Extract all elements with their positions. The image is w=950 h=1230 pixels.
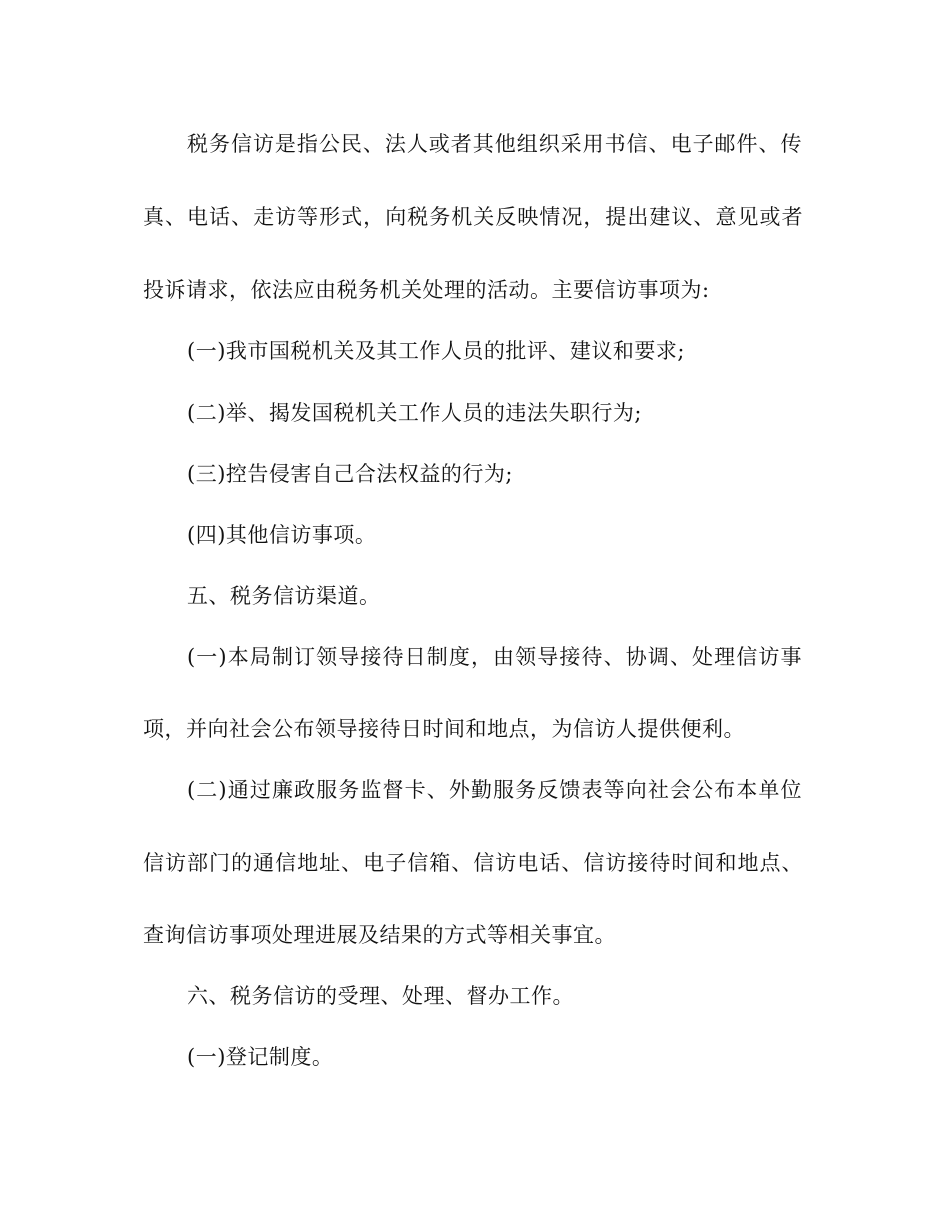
section-heading: 六、税务信访的受理、处理、督办工作。 [187, 984, 574, 1008]
section-heading: 五、税务信访渠道。 [187, 584, 381, 608]
paragraph-line: 查询信访事项处理进展及结果的方式等相关事宜。 [143, 923, 616, 947]
paragraph-line: 项，并向社会公布领导接待日时间和地点，为信访人提供便利。 [143, 717, 745, 741]
paragraph-line: 投诉请求，依法应由税务机关处理的活动。主要信访事项为: [143, 278, 710, 302]
list-item: (二)举、揭发国税机关工作人员的违法失职行为; [187, 401, 642, 425]
paragraph-line: 真、电话、走访等形式，向税务机关反映情况，提出建议、意见或者 [143, 205, 803, 229]
list-item: (三)控告侵害自己合法权益的行为; [187, 462, 513, 486]
list-item: (四)其他信访事项。 [187, 523, 377, 547]
paragraph-line: (二)通过廉政服务监督卡、外勤服务反馈表等向社会公布本单位 [187, 778, 802, 802]
paragraph-line: (一)本局制订领导接待日制度，由领导接待、协调、处理信访事 [187, 645, 802, 669]
list-item: (一)我市国税机关及其工作人员的批评、建议和要求; [187, 339, 685, 363]
paragraph-line: 信访部门的通信地址、电子信箱、信访电话、信访接待时间和地点、 [143, 851, 803, 875]
list-item: (一)登记制度。 [187, 1045, 334, 1069]
paragraph-line: 税务信访是指公民、法人或者其他组织采用书信、电子邮件、传 [187, 132, 802, 156]
